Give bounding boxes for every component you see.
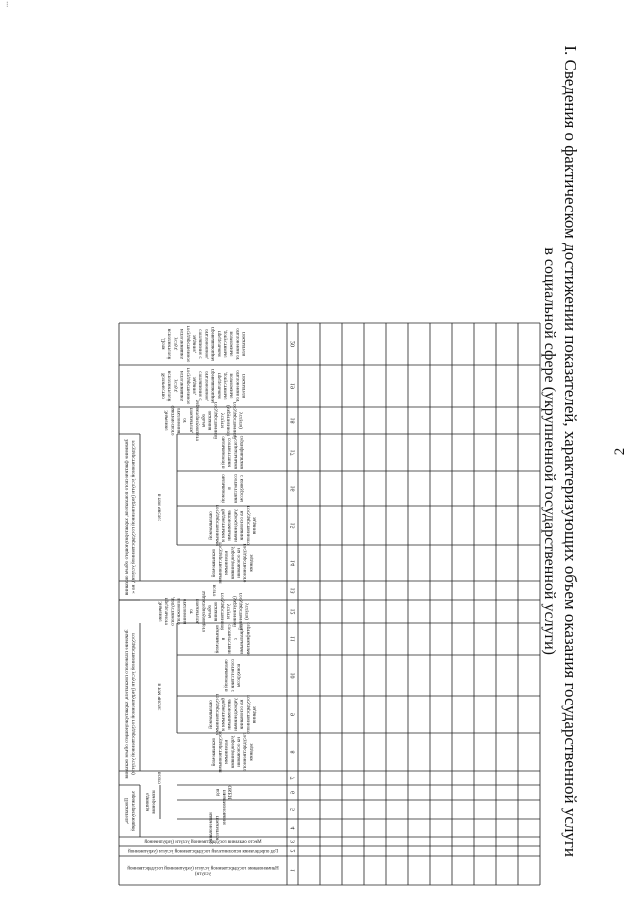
- header-plan-incl: [156, 683, 162, 711]
- svg-text:Значение планового показателя,: Значение планового показателя, характеризующего объем оказаниягосударственной услуги (укрупненной государственной услуги): [124, 629, 137, 779]
- svg-text:Место оказания государственной: Место оказания государственной услуги (укрупненной: [144, 840, 262, 846]
- column-number: 1: [290, 869, 297, 872]
- svg-text:в том числе:: в том числе:: [156, 683, 163, 711]
- svg-text:Количествоисполнителейуслуг,ис: Количествоисполнителейуслуг,исполнившихгосударственноезадание,соглашение сотклонением,превышающимпредельныедопустимыевозможныеотклонения отпоказателя: [160, 367, 248, 405]
- column-number: 14: [290, 560, 297, 566]
- column-number: 15: [290, 522, 297, 529]
- svg-text:оказываемойгосударственнымибюд: оказываемойгосударственнымибюджетными иавтономнымиучреждениямина основаниигосударственногозадания: [208, 693, 258, 736]
- column-number: 3: [290, 840, 297, 843]
- svg-text:всего: всего: [156, 772, 163, 784]
- header-plan-value: [123, 630, 136, 780]
- svg-text:оказываемойгосударственнымиказ: оказываемойгосударственнымиказеннымиучреждениямина основаниигосударственногозадания: [211, 542, 255, 584]
- column-number: 13: [290, 587, 297, 594]
- svg-text:оказываемойгосударственнымибюд: оказываемойгосударственнымибюджетными иавтономнымиучреждениямина основаниигосударственногозадания: [208, 504, 258, 547]
- header-fact-budget: [207, 505, 257, 546]
- column-number: 4: [290, 826, 297, 830]
- header-fact-value: [123, 439, 136, 596]
- column-number: 6: [290, 791, 297, 794]
- header-fact-deviation: [164, 400, 244, 442]
- header-unit-name: [221, 794, 227, 826]
- svg-text:в том числе:: в том числе:: [156, 493, 163, 522]
- header-place: [144, 840, 262, 845]
- column-number: 9: [290, 713, 297, 716]
- column-number: 16: [290, 485, 297, 492]
- svg-text:Наименование государственной у: Наименование государственной услуги (укрупненной государственной услуги): [127, 866, 279, 877]
- header-plan-budget: [207, 694, 257, 735]
- header-indicator-name: [208, 812, 220, 844]
- column-number: 7: [290, 776, 297, 780]
- report-subtitle: в социальной сфере (укрупненной государственной услуги): [541, 247, 558, 656]
- svg-text:оказываемой всоответствиис соц: оказываемой всоответствиис социальнымисертификатами: [220, 435, 246, 470]
- svg-text:всего: всего: [211, 584, 218, 597]
- column-number: 17: [290, 449, 297, 456]
- header-plan-competition: [223, 659, 242, 693]
- column-number: 18: [290, 417, 297, 424]
- header-plan-total: [156, 772, 162, 784]
- header-service-name: [127, 866, 279, 877]
- svg-text:единицаизмерения: единицаизмерения: [144, 790, 157, 814]
- page-number: 2: [612, 447, 628, 456]
- header-exec-count: [161, 368, 248, 405]
- svg-text:оказываемой всоответствии скон: оказываемой всоответствии сконкурсом: [223, 659, 243, 692]
- header-year: [128, 850, 278, 855]
- header-fact-total: [211, 585, 217, 597]
- header-plan-state: [210, 731, 254, 772]
- column-number: 11: [290, 636, 297, 642]
- report-title: I. Сведения о фактическом достижении показателей, характеризующих объем оказания государственной услуги: [561, 45, 580, 858]
- header-fact-incl: [156, 494, 162, 522]
- svg-text:Значение фактического показате: Значение фактического показателя, характеризующего объем оказаниягосударственной услуги (укрупненной государственной услуги), на «: [124, 438, 137, 596]
- svg-text:наименование: наименование: [221, 793, 228, 826]
- column-number: 20: [290, 341, 297, 347]
- svg-text:Показатель,характеризующий: Показатель,характеризующий: [124, 790, 137, 832]
- column-number: 12: [290, 608, 297, 615]
- header-fact-state: [210, 542, 254, 583]
- svg-text:Год определения исполнителей г: Год определения исполнителей государственной услуги (укрупненной: [128, 849, 278, 855]
- svg-text:Доляисполнителейуслуг,исполнив: Доляисполнителейуслуг,исполнившихгосударственноезадание,соглашение сотклонением,превышающимпредельныедопустимыевозможныеотклонения отпоказателя: [160, 325, 248, 363]
- svg-text:наименованиепоказателя: наименованиепоказателя: [208, 812, 221, 844]
- column-number: 10: [290, 672, 297, 679]
- svg-text:кодпоОКЕИ: кодпоОКЕИ: [215, 785, 234, 800]
- margin-mark: ⁝: [6, 0, 9, 9]
- svg-text:оказываемойвсоответствиис конк: оказываемойвсоответствиис конкурсом: [220, 473, 246, 504]
- header-allowed-deviation: [157, 591, 250, 633]
- column-number: 5: [290, 808, 297, 811]
- svg-text:Значениепредельногодопустимого: Значениепредельногодопустимоговозможногоотклоненияотпоказателя,характеризующегообъемоказаниягосударственнойуслуги(укрупненнойгосударственнойуслуги): [157, 590, 251, 633]
- svg-text:оказываемойвсоответствииссоциа: оказываемойвсоответствииссоциальнымисертификатами: [214, 622, 252, 656]
- header-unit: [145, 790, 157, 814]
- header-fact-competition: [220, 474, 246, 504]
- column-number: 8: [290, 750, 297, 754]
- header-exec-share: [161, 326, 248, 363]
- column-number: 2: [290, 849, 297, 853]
- header-volume-indicator: [124, 791, 136, 831]
- svg-text:оказываемойгосударственнымиказ: оказываемойгосударственнымиказеннымиучреждениямина основаниигосударственногозадания: [211, 731, 255, 773]
- svg-text:Значениефактическогоотклонения: Значениефактическогоотклоненияотпоказателя,характеризующегообъемоказаниягосударственнойуслуги(укрупненнойгосударственнойуслуги): [163, 399, 245, 442]
- header-fact-certificate: [220, 436, 246, 470]
- column-number: 19: [290, 383, 297, 389]
